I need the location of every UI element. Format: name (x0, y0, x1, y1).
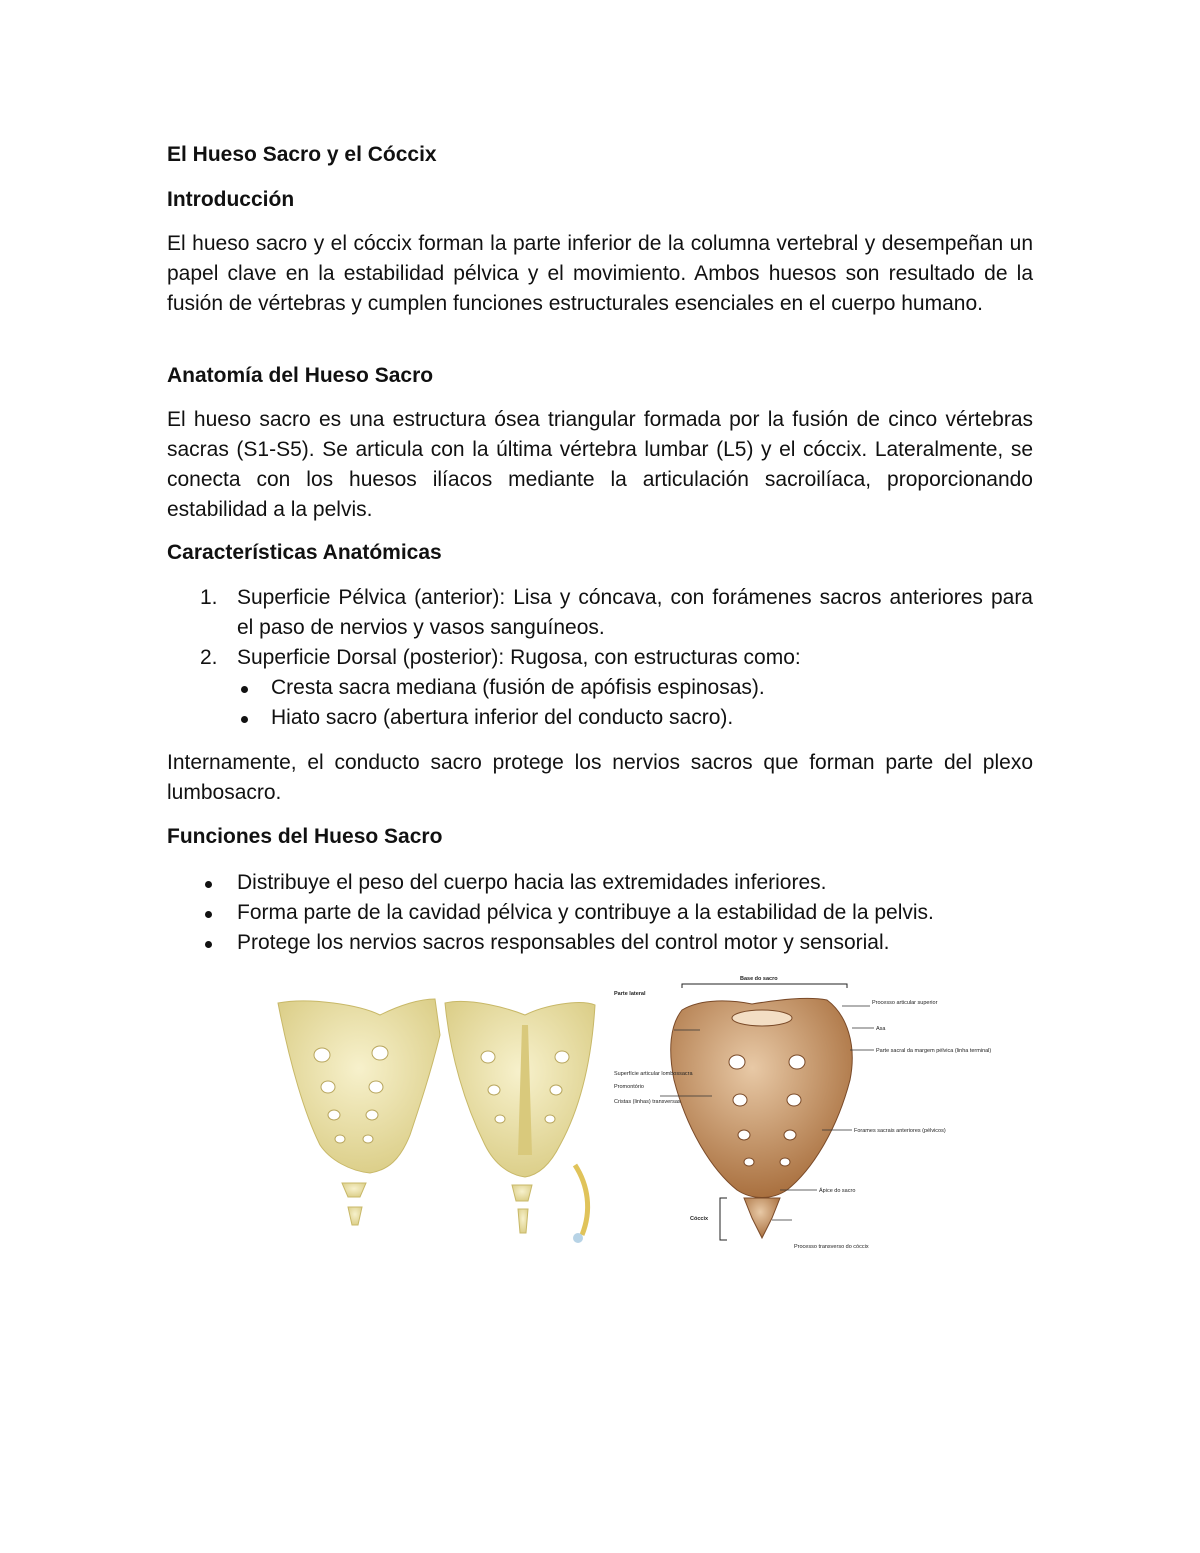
list-number: 2. (200, 646, 218, 669)
label-promontory: Promontório (614, 1084, 644, 1090)
coccyx-drawing (744, 1198, 780, 1238)
anatomy-heading: Anatomía del Hueso Sacro (167, 364, 434, 387)
features-heading: Características Anatómicas (167, 541, 442, 564)
list-item-text: Protege los nervios sacros responsables del control motor y sensorial. (237, 931, 890, 954)
sub-list-item-text: Cresta sacra mediana (fusión de apófisis espinosas). (271, 676, 765, 699)
bullet-icon (241, 716, 248, 723)
list-item (167, 643, 1033, 673)
bullet-icon (205, 881, 212, 888)
features-list (167, 583, 1033, 733)
list-item-text: Superficie Pélvica (anterior): Lisa y cóncava, con forámenes sacros anteriores para el paso de nervios y vasos sanguíneos. (237, 586, 1033, 639)
label-ridges: Cristas (linhas) transversas (614, 1099, 681, 1105)
functions-heading: Funciones del Hueso Sacro (167, 825, 443, 848)
bullet-icon (205, 911, 212, 918)
label-foramina: Forames sacrais anteriores (pélvicos) (854, 1128, 946, 1134)
document-title: El Hueso Sacro y el Cóccix (167, 143, 437, 166)
bullet-icon (205, 941, 212, 948)
bullet-icon (241, 686, 248, 693)
sacrum-drawing (671, 998, 856, 1197)
list-item-text: Superficie Dorsal (posterior): Rugosa, con estructuras como: (237, 646, 801, 669)
list-item (167, 583, 1033, 643)
label-base: Base do sacro (740, 976, 778, 982)
internal-canal-paragraph: Internamente, el conducto sacro protege los nervios sacros que forman parte del plexo lumbosacro. (167, 751, 1033, 804)
sub-list-item (167, 703, 1033, 733)
sub-list-item-text: Hiato sacro (abertura inferior del conducto sacro). (271, 706, 734, 729)
sacrum-photos-figure (270, 995, 610, 1250)
label-lateral: Parte lateral (614, 991, 646, 997)
functions-list (167, 868, 1033, 958)
sacrum-posterior-photo (445, 1001, 595, 1243)
sacrum-anterior-photo (278, 999, 440, 1225)
label-coccyx: Cóccix (690, 1216, 709, 1222)
label-ala: Asa (876, 1026, 886, 1032)
label-lumbosacral: Superfície articular lombossacra (614, 1071, 693, 1077)
list-item-text: Forma parte de la cavidad pélvica y contribuye a la estabilidad de la pelvis. (237, 901, 934, 924)
list-item (167, 868, 1033, 898)
intro-heading: Introducción (167, 188, 295, 211)
label-transverse: Processo transverso do cóccix (794, 1244, 869, 1250)
list-item (167, 898, 1033, 928)
list-item (167, 928, 1033, 958)
sacrum-labeled-diagram (612, 970, 992, 1255)
anatomy-paragraph: El hueso sacro es una estructura ósea triangular formada por la fusión de cinco vértebras sacras (S1-S5). Se articula con la última vértebra lumbar (L5) y el cóccix. Lateralmente, se conecta con los huesos ilíacos mediante la articulación sacroilíaca, proporcionando estabilidad a la pelvis. (167, 408, 1033, 521)
sub-list-item (167, 673, 1033, 703)
label-articular-process: Processo articular superior (872, 1000, 938, 1006)
list-number: 1. (200, 586, 218, 609)
intro-paragraph: El hueso sacro y el cóccix forman la parte inferior de la columna vertebral y desempeñan un papel clave en la estabilidad pélvica y el movimiento. Ambos huesos son resultado de la fusión de vértebras y cumplen funciones estructurales esenciales en el cuerpo humano. (167, 232, 1033, 315)
label-pelvic-brim: Parte sacral da margem pélvica (linha terminal) (876, 1048, 992, 1054)
label-apex: Ápice do sacro (819, 1188, 856, 1194)
list-item-text: Distribuye el peso del cuerpo hacia las extremidades inferiores. (237, 871, 827, 894)
